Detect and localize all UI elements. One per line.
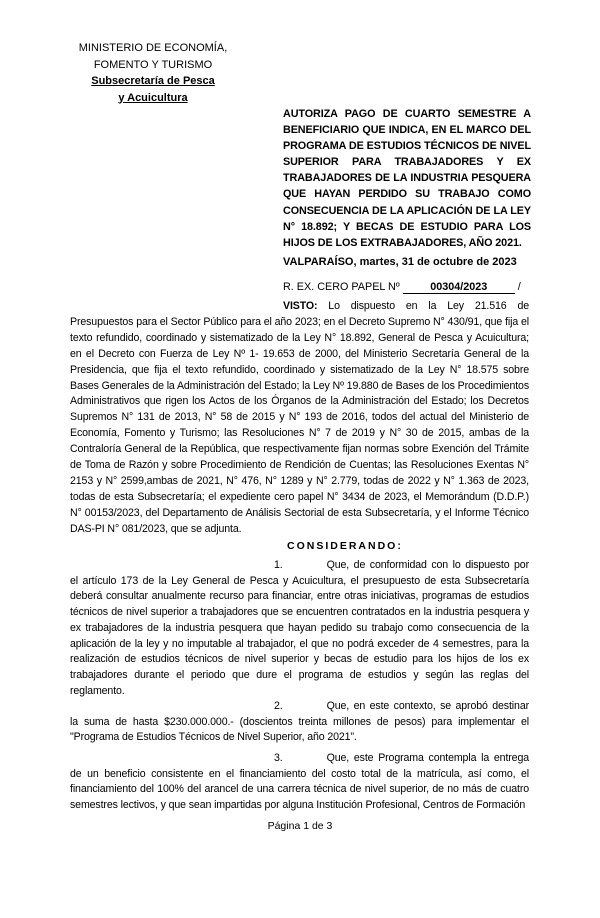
considerando-heading: CONSIDERANDO: xyxy=(287,540,403,552)
visto-label: VISTO: xyxy=(283,300,318,312)
considerando-item-3-text: Que, este Programa contempla la entrega de un beneficio consistente en el financiamiento del costo total de la matrícula, así como, el financiamiento del 100% del arancel de una carrera técnica de nivel superior, de no más de cuatro semestres lectivos, y que sean impartidas por alguna Institución Profesional, Centros de Formación xyxy=(70,752,529,812)
dateline: VALPARAÍSO, martes, 31 de octubre de 2023 xyxy=(283,256,517,268)
considerando-item-1-number: 1. xyxy=(274,559,283,571)
letterhead-ministry-line2: FOMENTO Y TURISMO xyxy=(93,58,213,71)
visto-text: Lo dispuesto en la Ley 21.516 de Presupuestos para el Sector Público para el año 2023; en el Decreto Supremo N° 430/91, que fija el texto refundido, coordinado y sistematizado de la Ley N° 18.892, General de Pesca y Acuicultura; en el Decreto con Fuerza de Ley Nº 1- 19.653 de 2000, del Ministerio Secretaría General de la Presidencia, que fija el texto refundido, coordinado y sistematizado de la Ley N° 18.575 sobre Bases Generales de la Administración del Estado; la Ley Nº 19.880 de Bases de los Procedimientos Administrativos que rigen los Actos de los Órganos de la Administración del Estado; los Decretos Supremos N° 131 de 2013, N° 58 de 2015 y N° 193 de 2016, todos del actual del Ministerio de Economía, Fomento y Turismo; las Resoluciones N° 7 de 2019 y N° 30 de 2015, ambas de la Contraloría General de la República, que respectivamente fijan normas sobre Exención del Trámite de Toma de Razón y sobre Procedimiento de Rendición de Cuentas; las Resoluciones Exentas N° 2153 y N° 2599,ambas de 2021, N° 476, N° 1289 y N° 2.779, todas de 2022 y N° 1.363 de 2023, todas de esta Subsecretaría; el expediente cero papel N° 3434 de 2023, el Memorándum (D.D.P.) N° 00153/2023, del Departamento de Análisis Sectorial de esta Subsecretaría, y el Informe Técnico DAS-PI N° 081/2023, que se adjunta. xyxy=(70,300,529,535)
letterhead-unit-line1: Subsecretaría de Pesca xyxy=(91,75,215,87)
subject-summary: AUTORIZA PAGO DE CUARTO SEMESTRE A BENEFICIARIO QUE INDICA, EN EL MARCO DEL PROGRAMA DE ESTUDIOS TÉCNICOS DE NIVEL SUPERIOR PARA TRABAJADORES Y EX TRABAJADORES DE LA INDUSTRIA PESQUERA QUE HAYAN PERDIDO SU TRABAJO COMO CONSECUENCIA DE LA APLICACIÓN DE LA LEY N° 18.892; Y BECAS DE ESTUDIO PARA LOS HIJOS DE LOS EXTRABAJADORES, AÑO 2021. xyxy=(283,108,531,249)
resolution-number-line xyxy=(283,281,521,294)
considerando-item-2-text: Que, en este contexto, se aprobó destinar la suma de hasta $230.000.000.- (doscientos treinta millones de pesos) para implementar el "Programa de Estudios Técnicos de Nivel Superior, año 2021”. xyxy=(70,700,529,744)
resolution-label: R. EX. CERO PAPEL Nº xyxy=(283,281,400,293)
page-number: Página 1 de 3 xyxy=(267,820,333,832)
letterhead-ministry-line1: MINISTERIO DE ECONOMÍA, xyxy=(78,42,228,54)
considerando-item-1 xyxy=(70,558,529,699)
considerando-item-2-number: 2. xyxy=(274,700,283,712)
considerando-item-2 xyxy=(70,699,529,746)
resolution-number: 00304/2023 xyxy=(403,281,515,294)
resolution-suffix: / xyxy=(517,281,521,293)
considerando-item-3-number: 3. xyxy=(274,752,283,764)
considerando-item-1-text: Que, de conformidad con lo dispuesto por el artículo 173 de la Ley General de Pesca y Acuicultura, el presupuesto de esta Subsecretaría deberá consultar anualmente recurso para financiar, entre otras iniciativas, programas de estudios técnicos de nivel superior a trabajadores que se encuentren contratados en la industria pesquera y ex trabajadores de la industria pesquera que hayan pedido su trabajo como consecuencia de la aplicación de la ley y no imputable al trabajador, el que no podrá exceder de 4 semestres, para la realización de estudios técnicos de nivel superior y becas de estudio para los hijos de los ex trabajadores durante el periodo que dure el programa de estudios y según las reglas del reglamento. xyxy=(70,559,529,697)
letterhead-unit-line2: y Acuicultura xyxy=(118,91,188,104)
considerando-item-3 xyxy=(70,751,529,814)
letterhead xyxy=(58,40,248,106)
visto-paragraph xyxy=(70,299,529,538)
